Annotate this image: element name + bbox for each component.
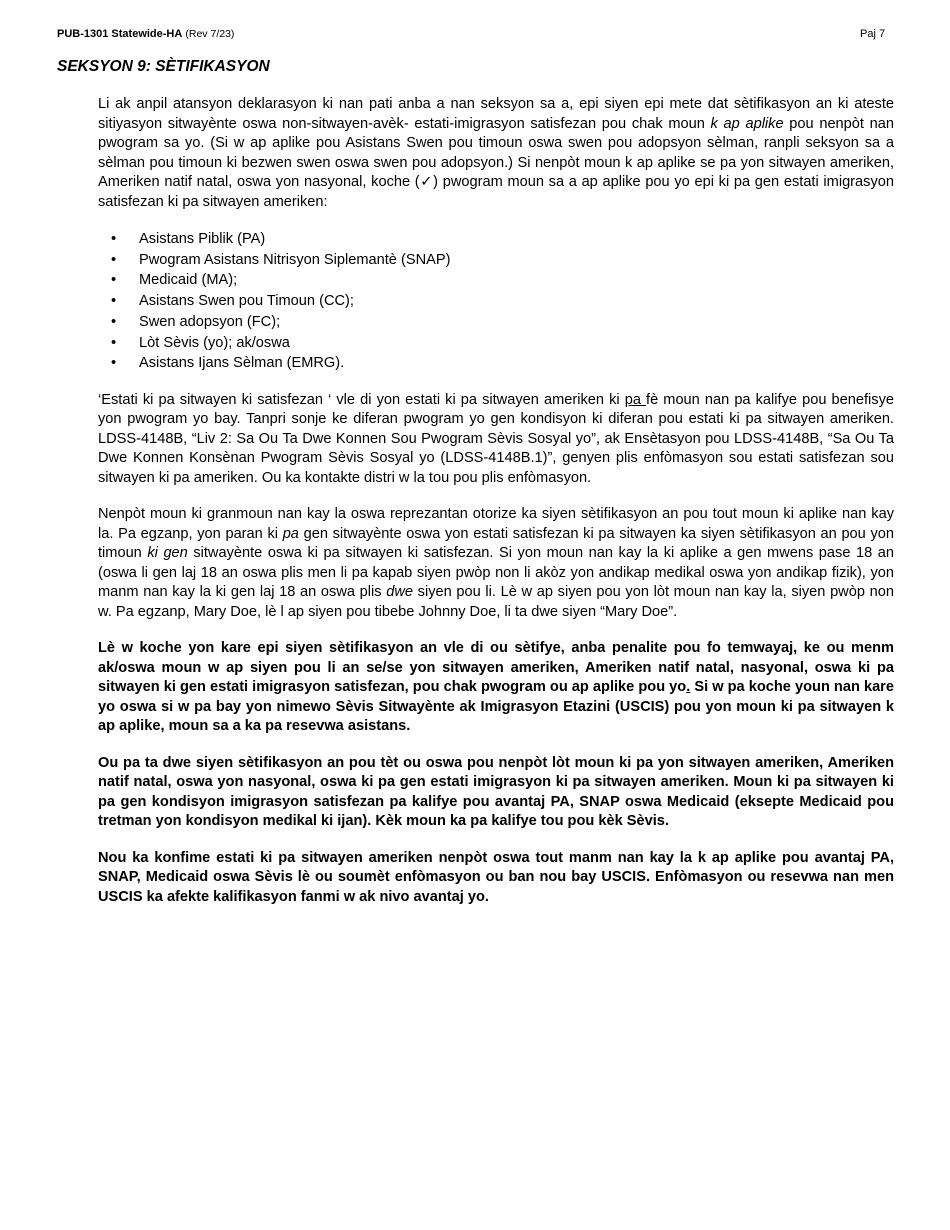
program-list-item: • Pwogram Asistans Nitrisyon Siplemantè (SNAP) xyxy=(98,250,894,271)
section-title: SEKSYON 9: SÈTIFIKASYON xyxy=(57,58,270,75)
uscis-verification-paragraph: Nou ka konfime estati ki pa sitwayen ameriken nenpòt oswa tout manm nan kay la k ap aplike pou avantaj PA, SNAP, Medicaid oswa Sèvis lè ou soumèt enfòmasyon ou ban nou bay USCIS. Enfòmasyon ou resevwa nan men USCIS ka afekte kalifikasyon fanmi w ak nivo avantaj yo. xyxy=(98,849,894,905)
satisfactory-status-paragraph: ‘Estati ki pa sitwayen ki satisfezan ‘ vle di yon estati ki pa sitwayen ameriken ki pa fè moun nan pa kalifye pou benefisye yon pwogram yo bay. Tanpri sonje ke diferan pwogram yo gen kondisyon ki diferan pou estati ki pa sitwayen ameriken. LDSS-4148B, “Liv 2: Sa Ou Ta Dwe Konnen Sou Pwogram Sèvis Sosyal yo”, ak Ensètasyon pou LDSS-4148B, “Sa Ou Ta Dwe Konnen Konsènan Pwogram Sèvis Sosyal yo (LDSS-4148B.1)”, genyen plis enfòmasyon sou estati satisfezan sou sitwayen ki pa ameriken. Ou ka kontakte distri w la tou pou plis enfòmasyon. xyxy=(98,391,894,486)
program-list-item: • Swen adopsyon (FC); xyxy=(98,312,894,333)
intro-paragraph: Li ak anpil atansyon deklarasyon ki nan pati anba a nan seksyon sa a, epi siyen epi mete dat sètifikasyon an ki ateste sitiyasyon sitwayènte oswa non-sitwayen-avèk- estati-imigrasyon satisfezan pou chak moun k ap aplike pou nenpòt nan pwogram sa yo. (Si w ap aplike pou Asistans Swen pou timoun oswa swen pou adopsyon sèlman, ranpli seksyon sa a sèlman pou timoun ki bezwen swen oswa swen pou adopsyon.) Si nenpòt moun k ap aplike se pa yon sitwayen ameriken, Ameriken natif natal, oswa yon nasyonal, koche (✓) pwogram moun sa a ap aplike pou yo epi ki pa gen estati imigrasyon satisfezan ki pa sitwayen ameriken: xyxy=(98,96,895,210)
program-list-item: • Medicaid (MA); xyxy=(98,270,894,291)
program-list-item: • Lòt Sèvis (yo); ak/oswa xyxy=(98,333,894,354)
section-body xyxy=(98,95,894,924)
form-id-header xyxy=(57,28,234,40)
program-list-item: • Asistans Swen pou Timoun (CC); xyxy=(98,291,894,312)
do-not-sign-paragraph: Ou pa ta dwe siyen sètifikasyon an pou tèt ou oswa pou nenpòt lòt moun ki pa yon sitwayen ameriken, Ameriken natif natal, oswa yon nasyonal, oswa ki pa gen estati imigrasyon ki pa sitwayen ameriken. Moun ki pa sitwayen ki pa gen kondisyon imigrasyon satisfezan pa kalifye pou avantaj PA, SNAP oswa Medicaid (eksepte Medicaid pou tretman yon kondisyon medikal ki ijan). Kèk moun ka pa kalifye tou pou kèk Sèvis. xyxy=(98,754,894,830)
penalty-certification-paragraph: Lè w koche yon kare epi siyen sètifikasyon an vle di ou sètifye, anba penalite pou fo temwayaj, ke ou menm ak/oswa moun w ap siyen pou li an se/se yon sitwayen ameriken, Ameriken natif natal, nasyonal, oswa ki pa sitwayen ki gen estati imigrasyon satisfezan, pou chak pwogram ou ap aplike pou yo. Si w pa koche youn nan kare yo oswa si w pa bay yon nimewo Sèvis Sitwayènte ak Imigrasyon Etazini (USCIS) pou yon moun ki pa sitwayen k ap aplike, moun sa a ka pa resevwa asistans. xyxy=(98,640,894,735)
form-revision: (Rev 7/23) xyxy=(185,28,235,40)
who-may-sign-paragraph: Nenpòt moun ki granmoun nan kay la oswa reprezantan otorize ka siyen sètifikasyon an pou tout moun ki aplike nan kay la. Pa egzanp, yon paran ki pa gen sitwayènte oswa yon estati satisfezan ki pa sitwayen ka siyen sètifikasyon an pou yon timoun ki gen sitwayènte oswa ki pa sitwayen ki satisfezan. Si yon moun nan kay la ki aplike a gen mwens pase 18 an (oswa li gen laj 18 an oswa plis men li pa kapab siyen pwòp non li akòz yon andikap medikal oswa yon andikap fizik), yon manm nan kay la ki gen laj 18 an oswa plis dwe siyen pou li. Lè w ap siyen pou yon lòt moun nan kay la, siyen pwòp non w. Pa egzanp, Mary Doe, lè l ap siyen pou tibebe Johnny Doe, li ta dwe siyen “Mary Doe”. xyxy=(98,506,895,620)
form-id: PUB-1301 Statewide-HA xyxy=(57,28,183,40)
program-list xyxy=(98,229,894,374)
program-list-item: • Asistans Ijans Sèlman (EMRG). xyxy=(98,353,894,374)
program-list-item: • Asistans Piblik (PA) xyxy=(98,229,894,250)
page-number: Paj 7 xyxy=(860,28,886,40)
